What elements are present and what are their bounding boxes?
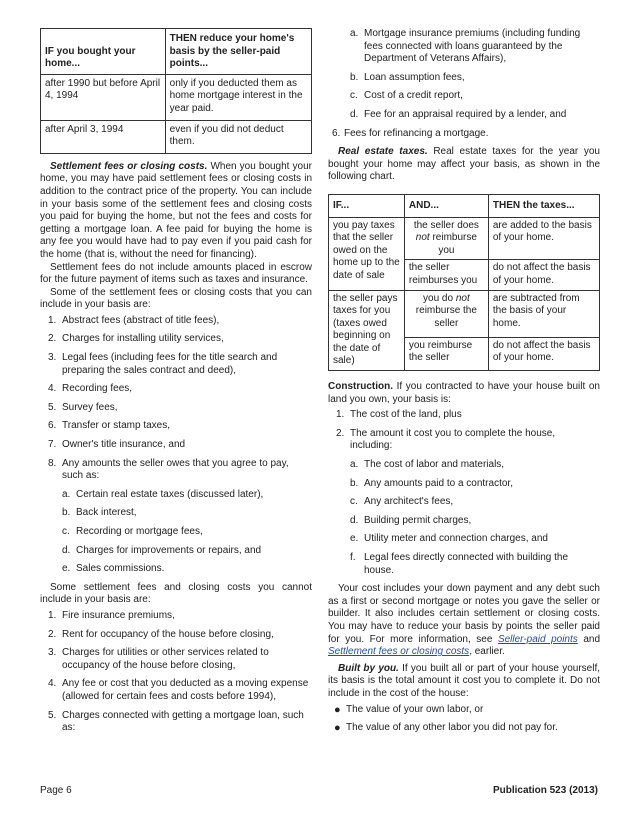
item-text: The value of your own labor, or — [346, 703, 484, 715]
item-text: Fees for refinancing a mortgage. — [344, 127, 489, 139]
section-heading: Built by you. — [338, 662, 399, 674]
table-cell: do not affect the basis of your home. — [488, 337, 599, 370]
item-number: f. — [350, 552, 356, 563]
table-cell: after 1990 but before April 4, 1994 — [41, 74, 166, 120]
item-number: 6. — [48, 420, 57, 432]
item-text: Recording fees, — [62, 383, 133, 395]
table-cell: are subtracted from the basis of your home. — [488, 290, 599, 337]
item-number: b. — [350, 71, 359, 83]
settlement-paragraph — [40, 161, 312, 262]
item-number: 3. — [48, 647, 57, 659]
real-estate-paragraph — [328, 146, 600, 184]
item-text: The amount it cost you to complete the house, including: — [350, 427, 556, 452]
list-item — [328, 496, 600, 509]
item-text: Certain real estate taxes (discussed later), — [76, 488, 264, 500]
item-number: e. — [62, 563, 71, 575]
list-item — [328, 552, 600, 577]
table-cell: only if you deducted them as home mortgage interest in the year paid. — [165, 74, 311, 120]
item-text: Legal fees (including fees for the title search and preparing the sales contract and deed), — [62, 352, 278, 376]
item-text: Any fee or cost that you deducted as a moving expense (allowed for certain fees and costs before 1994), — [62, 678, 309, 702]
construction-cost-list — [328, 459, 600, 577]
seller-paid-points-table — [40, 28, 312, 154]
section-heading: Real estate taxes. — [338, 146, 428, 158]
table-header: IF... — [329, 194, 405, 217]
list-item — [40, 402, 312, 415]
item-text: The value of any other labor you did not pay for. — [346, 722, 558, 734]
table-row — [41, 120, 312, 153]
item-number: 3. — [48, 352, 57, 364]
page-number: Page 6 — [40, 785, 72, 796]
left-column — [40, 28, 312, 741]
item-text: Survey fees, — [62, 401, 118, 413]
construction-list — [328, 409, 600, 453]
item-text: Charges for utilities or other services related to occupancy of the house before closing, — [62, 647, 269, 671]
right-column — [328, 28, 600, 741]
list-item — [40, 563, 312, 576]
list-item — [328, 459, 600, 472]
item-text: Sales commissions. — [76, 563, 165, 575]
item-number: a. — [62, 488, 71, 500]
table-cell: are added to the basis of your home. — [488, 217, 599, 260]
item-number: 8. — [48, 457, 57, 469]
item-number: 1. — [48, 609, 57, 621]
item-text: Mortgage insurance premiums (including funding fees connected with loans guaranteed by the Department of Veterans Affairs), — [364, 28, 581, 65]
paragraph-text: , earlier. — [469, 646, 505, 658]
list-item — [40, 383, 312, 396]
item-number: b. — [350, 477, 359, 489]
paragraph-text: Real estate taxes for the year you bought your home may affect your basis, as shown in the following chart. — [328, 146, 600, 183]
item-number: d. — [350, 514, 359, 526]
include-costs-list — [40, 315, 312, 483]
exclude-intro-paragraph: Some settlement fees and closing costs you cannot include in your basis are: — [40, 581, 312, 606]
item-number: 4. — [48, 383, 57, 395]
item-number: 1. — [48, 314, 57, 326]
list-item — [328, 109, 600, 122]
exclude-costs-list — [40, 610, 312, 735]
real-estate-taxes-table — [328, 194, 600, 371]
item-number: d. — [62, 544, 71, 556]
list-item — [40, 629, 312, 642]
list-item — [40, 610, 312, 623]
list-item — [328, 533, 600, 546]
item-number: 5. — [48, 401, 57, 413]
list-item — [40, 315, 312, 328]
item-number: 4. — [48, 678, 57, 690]
item-number: 2. — [336, 427, 345, 439]
item-text: Any amounts paid to a contractor, — [364, 477, 513, 489]
item-text: Back interest, — [76, 507, 137, 519]
table-row — [329, 217, 600, 260]
item-text: Loan assumption fees, — [364, 71, 465, 83]
item-number: 2. — [48, 628, 57, 640]
list-item — [40, 439, 312, 452]
list-item — [328, 128, 600, 141]
list-item — [328, 704, 600, 717]
list-item — [328, 28, 600, 66]
item-text: Fire insurance premiums, — [62, 609, 175, 621]
list-item — [40, 526, 312, 539]
section-heading: Settlement fees or closing costs. — [50, 160, 208, 172]
table-cell: the seller reimburses you — [404, 260, 488, 290]
item-text: Utility meter and connection charges, and — [364, 533, 548, 545]
cost-includes-paragraph — [328, 583, 600, 659]
item-text: Charges for improvements or repairs, and — [76, 544, 262, 556]
table-cell: even if you did not deduct them. — [165, 120, 311, 153]
list-item — [40, 352, 312, 377]
excluded-labor-list — [328, 704, 600, 735]
refinancing-list — [328, 128, 600, 141]
construction-paragraph — [328, 381, 600, 406]
item-text: Recording or mortgage fees, — [76, 526, 203, 537]
list-item — [40, 507, 312, 520]
list-item — [328, 90, 600, 103]
list-item — [328, 409, 600, 422]
table-cell: after April 3, 1994 — [41, 120, 166, 153]
item-text: Charges for installing utility services, — [62, 333, 224, 345]
list-item — [328, 428, 600, 453]
item-text: Rent for occupancy of the house before closing, — [62, 628, 274, 640]
table-cell: you pay taxes that the seller owed on the home up to the date of sale — [329, 217, 405, 290]
built-by-you-paragraph — [328, 663, 600, 701]
item-text: Abstract fees (abstract of title fees), — [62, 314, 220, 326]
item-number: a. — [350, 28, 359, 39]
item-text: Building permit charges, — [364, 514, 472, 526]
item-text: Transfer or stamp taxes, — [62, 420, 170, 432]
table-cell: the seller does not reimburse you — [404, 217, 488, 260]
list-item — [40, 489, 312, 502]
item-text: Charges connected with getting a mortgage loan, such as: — [62, 709, 304, 734]
paragraph-text: Your cost includes your down payment and any debt such as a first or second mortgage or notes you gave the seller or builder. It also includes certain settlement or closing costs. You may have to reduce your basis by points the seller paid for you. For more information, see — [328, 583, 600, 645]
table-header: IF you bought your home... — [41, 29, 166, 75]
item-text: Legal fees directly connected with building the house. — [364, 552, 569, 576]
item-number: a. — [350, 459, 359, 471]
item-number: c. — [350, 496, 358, 508]
table-header: THEN reduce your home's basis by the seller-paid points... — [165, 29, 311, 75]
item-number: c. — [350, 90, 358, 102]
item-number: b. — [62, 507, 71, 519]
table-row — [41, 74, 312, 120]
item-text: Fee for an appraisal required by a lender, and — [364, 108, 567, 120]
table-header: THEN the taxes... — [488, 194, 599, 217]
item-number: e. — [350, 533, 359, 545]
mortgage-charges-list — [328, 28, 600, 122]
item-number: c. — [62, 526, 70, 537]
list-item — [328, 515, 600, 528]
bullet-icon: ● — [334, 722, 341, 735]
list-item — [40, 678, 312, 703]
item-number: 1. — [336, 409, 345, 421]
publication-title: Publication 523 (2013) — [492, 785, 598, 796]
list-item — [40, 710, 312, 735]
list-item — [40, 333, 312, 346]
item-text: Owner's title insurance, and — [62, 439, 186, 451]
list-item — [328, 72, 600, 85]
section-heading: Construction. — [328, 381, 393, 393]
settlement-fees-link[interactable]: Settlement fees or closing costs — [328, 646, 470, 658]
table-cell: you do not reimburse the seller — [404, 290, 488, 337]
table-header: AND... — [404, 194, 488, 217]
paragraph-text: When you bought your home, you may have paid settlement fees or closing costs in addition to the contract price of the property. You can include in your basis some of the settlement fees and closing costs you paid for buying the home, but not the fees and costs for getting a mortgage loan. A fee paid for buying the home is any fee you would have had to pay even if you paid cash for the home (that is, without the need for financing). — [40, 160, 312, 260]
table-cell: you reimburse the seller — [404, 337, 488, 370]
table-row — [329, 290, 600, 337]
item-number: 5. — [48, 709, 57, 721]
item-text: Any amounts the seller owes that you agree to pay, such as: — [62, 457, 289, 482]
item-text: Any architect's fees, — [364, 496, 454, 508]
item-text: The cost of labor and materials, — [364, 459, 505, 471]
table-cell: do not affect the basis of your home. — [488, 260, 599, 290]
list-item — [40, 420, 312, 433]
seller-paid-points-link[interactable]: Seller-paid points — [497, 633, 578, 645]
list-item — [40, 647, 312, 672]
escrow-paragraph: Settlement fees do not include amounts placed in escrow for the future payment of items such as taxes and insurance. — [40, 261, 312, 286]
item-number: d. — [350, 108, 359, 120]
paragraph-text: If you contracted to have your house built on land you own, your basis is: — [328, 381, 600, 405]
list-item — [328, 722, 600, 735]
include-intro-paragraph: Some of the settlement fees or closing costs that you can include in your basis are: — [40, 286, 312, 311]
page-footer — [40, 785, 598, 798]
paragraph-text: and — [583, 633, 601, 645]
seller-owes-list — [40, 489, 312, 576]
item-text: The cost of the land, plus — [350, 409, 462, 421]
item-number: 7. — [48, 439, 57, 451]
bullet-icon: ● — [334, 703, 341, 716]
list-item — [40, 545, 312, 558]
paragraph-text: If you built all or part of your house yourself, its basis is the total amount it cost you to complete it. Do not include in the cost of the house: — [328, 662, 600, 699]
list-item — [40, 458, 312, 483]
item-number: 2. — [48, 333, 57, 345]
list-item — [328, 478, 600, 491]
table-cell: the seller pays taxes for you (taxes owed beginning on the date of sale) — [329, 290, 405, 371]
item-number: 6. — [332, 127, 341, 139]
item-text: Cost of a credit report, — [364, 90, 463, 102]
